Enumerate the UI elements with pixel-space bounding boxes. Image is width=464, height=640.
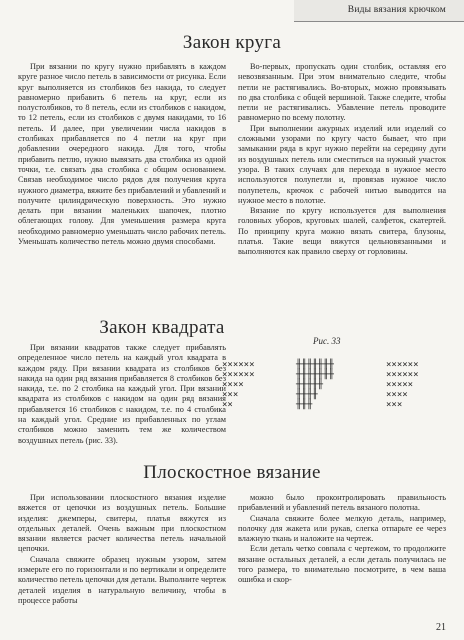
diagram-row: ×××××× xyxy=(386,370,419,380)
paragraph: Вязание по кругу используется для выполнения головных уборов, круговых шалей, салфеток, скатертей. По принципу круга можно вязать свитера, блузоны, платья. Такие вещи вяжутся цельновязанными и выполняются как правило сверху от горловины. xyxy=(238,206,446,257)
diagram-row: ×××××× xyxy=(222,360,255,370)
diagram-row: ×××× xyxy=(386,390,408,400)
section-title-square: Закон квадрата xyxy=(99,317,225,338)
paragraph: При вязании квадратов также следует прибавлять определенное число петель на каждый угол квадрата в каждом ряду. При вязании квадрата из столбиков без накида на один ряд вязания прибавляется 8 столбиков без накида, т.е. по 2 столбика на каждый угол. При вязании квадрата из столбиков с накидом на один ряд вязания прибавляется 16 столбиков с накидом, т.е. по 4 столбика на каждый угол. Средние из прибавленных по углам столбиков можно заменить тем же количеством воздушных петель (рис. 33). xyxy=(18,343,226,445)
diagram-row: ××× xyxy=(386,400,403,410)
paragraph: Сначала свяжите образец нужным узором, затем измерьте его по горизонтали и по вертикали и определите количество петель цепочки для детали. Выполните чертеж деталей изделия в натуральную величину, чтобы в процессе работы xyxy=(18,554,226,605)
diagram-row: ╫╫╫ xyxy=(296,400,313,410)
diagram-row: ××××× xyxy=(386,380,414,390)
paragraph: Если деталь четко совпала с чертежом, то продолжите вязание остальных деталей, а если деталь получилась не того размера, то внимательно посмотрите, в чем ваша ошибка и скор- xyxy=(238,544,446,585)
diagram-row: ×××× xyxy=(222,380,244,390)
figure-caption: Рис. 33 xyxy=(313,336,341,346)
diagram-row: ╫╫╫╫ xyxy=(296,390,318,400)
paragraph: При использовании плоскостного вязания изделие вяжется от цепочки из воздушных петель. Большие изделия: джемперы, свитеры, платья вяжутся из отдельных деталей. Очень важным при плоскостном вязании является расчет количества петель начальной цепочки. xyxy=(18,493,226,554)
paragraph: При выполнении ажурных изделий или изделий со сложными узорами по кругу часто бывает, что при замыкании ряда в круг нужно перейти на середину дуги из воздушных петель или сместиться на нужный участок узора. В таких случаях для перехода в нужное место используются полупетли и, провязав нужное число полупетель, крючок с рабочей нитью выводится на нужное место в полотне. xyxy=(238,123,446,205)
section-title-circle: Закон круга xyxy=(182,32,282,53)
diagram-row: ×× xyxy=(222,400,233,410)
section-circle-right-column xyxy=(238,62,446,258)
section-flat-right-column xyxy=(238,493,446,586)
diagram-row: ××× xyxy=(222,390,239,400)
diagram-row: ×××××× xyxy=(222,370,255,380)
running-header xyxy=(294,0,464,22)
section-flat-left-column xyxy=(18,493,226,606)
section-circle-left-column xyxy=(18,62,226,247)
diagram-row: ╫╫╫╫╫ xyxy=(296,380,324,390)
running-header-text: Виды вязания крючком xyxy=(347,5,446,15)
diagram-row: ╫╫╫╫╫╫╫ xyxy=(296,370,334,380)
section-square-text xyxy=(18,343,226,446)
paragraph: Во-первых, пропускать один столбик, оставляя его невозвязанным. При этом внимательно следите, чтобы петли не растягивались. Во-вторых, можно провязывать по два столбика с общей вершиной. Также следите, чтобы петли не растягивались. Убавление петель проводите равномерно по всему полотну. xyxy=(238,62,446,123)
section-title-flat: Плоскостное вязание xyxy=(143,462,321,483)
diagram-row: ╫╫╫╫╫╫╫ xyxy=(296,360,334,370)
page-number: 21 xyxy=(436,622,446,633)
diagram-row: ×××××× xyxy=(386,360,419,370)
paragraph: можно было проконтролировать правильность прибавлений и убавлений петель вязаного полотна. xyxy=(238,493,446,513)
paragraph: Сначала свяжите более мелкую деталь, например, полочку для жакета или рукав, слегка отпарьте ее через влажную ткань и наложите на чертеж. xyxy=(238,513,446,544)
paragraph: При вязании по кругу нужно прибавлять в каждом круге разное число петель в зависимости от рисунка. Если круг выполняется из столбиков без накида, то следует равномерно прибавить 6 петель на круг, если из полустолбиков, то 8 петель, если из столбиков с накидом, то 12 петель, если из столбиков с двумя накидами, то 16 петель. И далее, при увеличении числа накидов в столбиках прибавляется по 4 петли на круг при добавлении очередного накида. Для того, чтобы прибавить петлю, нужно вывязать два столбика из одной точки, т.е. связать два столбика с общим основанием. Связав необходимое число рядов для получения круга нужного диаметра, вяжите без прибавлений и убавлений и получите цилиндрическую поверхность. Это нужно делать при вязании маленьких шапочек, плотно облегающих голову. Для уменьшения размера круга необходимо равномерно уменьшать число рабочих петель. Уменьшать количество петель можно двумя способами. xyxy=(18,62,226,247)
